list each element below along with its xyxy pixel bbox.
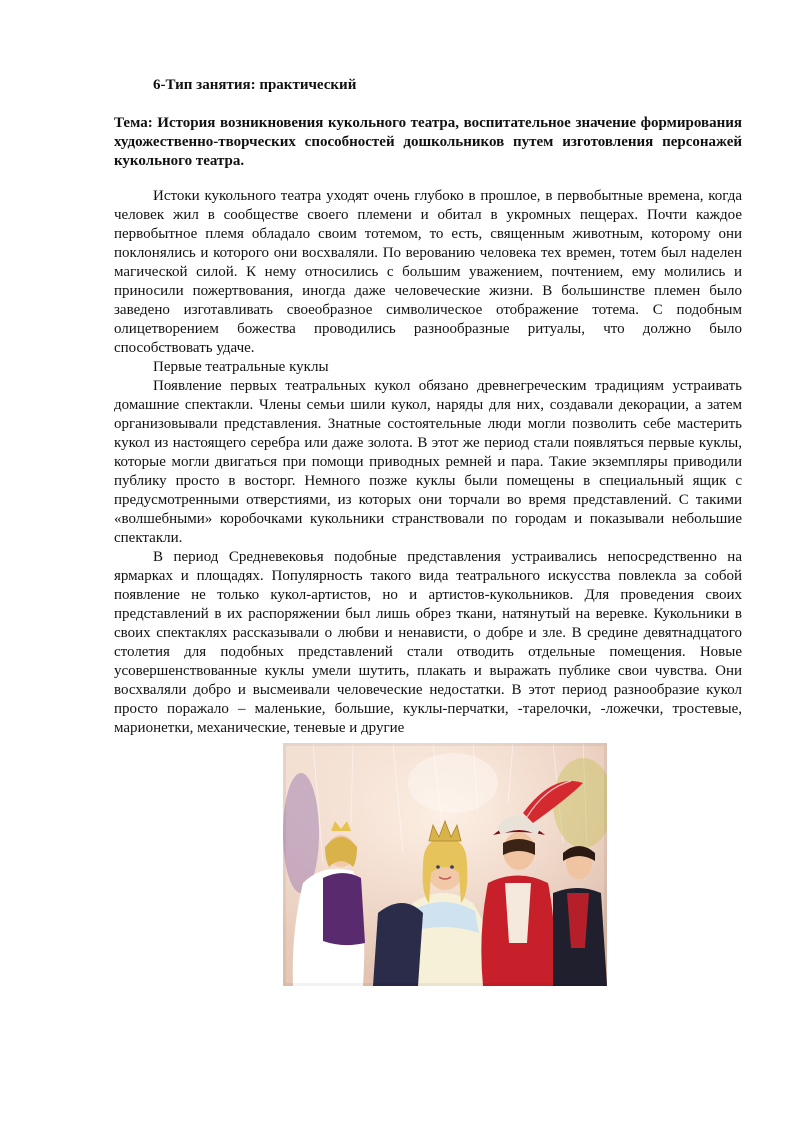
lesson-type-heading: 6-Тип занятия: практический (153, 77, 357, 93)
lesson-topic: Тема: История возникновения кукольного театра, воспитательное значение формирования художественно-творческих способностей дошкольников путем изготовления персонажей кукольного театра. (114, 115, 742, 169)
subheading-first-puppets: Первые театральные куклы (153, 359, 329, 375)
body-text (114, 187, 742, 738)
paragraph-ancient-greece: Появление первых театральных кукол обязано древнегреческим традициям устраивать домашние спектакли. Члены семьи шили кукол, наряды для них, создавали декорации, а затем организовывали представления. Знатные состоятельные люди могли позволить себе мастерить кукол из настоящего серебра или даже золота. В этот же период стали появляться первые куклы, которые могли двигаться при помощи приводных ремней и пара. Такие экземпляры приводили публику просто в восторг. Немного позже куклы были помещены в специальный ящик с предусмотренными отверстиями, из которых они торчали во время представлений. С такими «волшебными» коробочками кукольники странствовали по городам и показывали небольшие спектакли. (114, 378, 742, 546)
paragraph-middle-ages: В период Средневековья подобные представления устраивались непосредственно на ярмарках и площадях. Популярность такого вида театрального искусства повлекла за собой появление не только кукол-артистов, но и артистов-кукольников. Для проведения своих представлений в их распоряжении был лишь обрез ткани, натянутый на веревке. Кукольники в своих спектаклях рассказывали о любви и ненависти, о добре и зле. В средине девятнадцатого столетия для подобных представлений стали отводить отдельные помещения. Новые усовершенствованные куклы умели шутить, плакать и выражать публике свои чувства. Они восхваляли добро и высмеивали человеческие недостатки. В этот период разнообразие кукол просто поражало – маленькие, большие, куклы-перчатки, -тарелочки, -ложечки, тростевые, марионетки, механические, теневые и другие (114, 549, 742, 736)
marionette-puppets-image (283, 743, 607, 986)
marionette-puppets-photo (283, 743, 607, 986)
paragraph-origins: Истоки кукольного театра уходят очень глубоко в прошлое, в первобытные времена, когда человек жил в сообществе своего племени и обитал в укромных пещерах. Почти каждое первобытное племя обладало своим тотемом, то есть, священным животным, которому они поклонялись и которого они восхваляли. По верованию человека тех времен, тотем был наделен магической силой. К нему относились с большим уважением, почтением, ему молились и приносили пожертвования, иногда даже человеческие жизни. В большинстве племен было заведено изготавливать своеобразное символическое отображение тотема. С подобным олицетворением божества проводились разнообразные ритуалы, что должно было способствовать удаче. (114, 188, 742, 356)
